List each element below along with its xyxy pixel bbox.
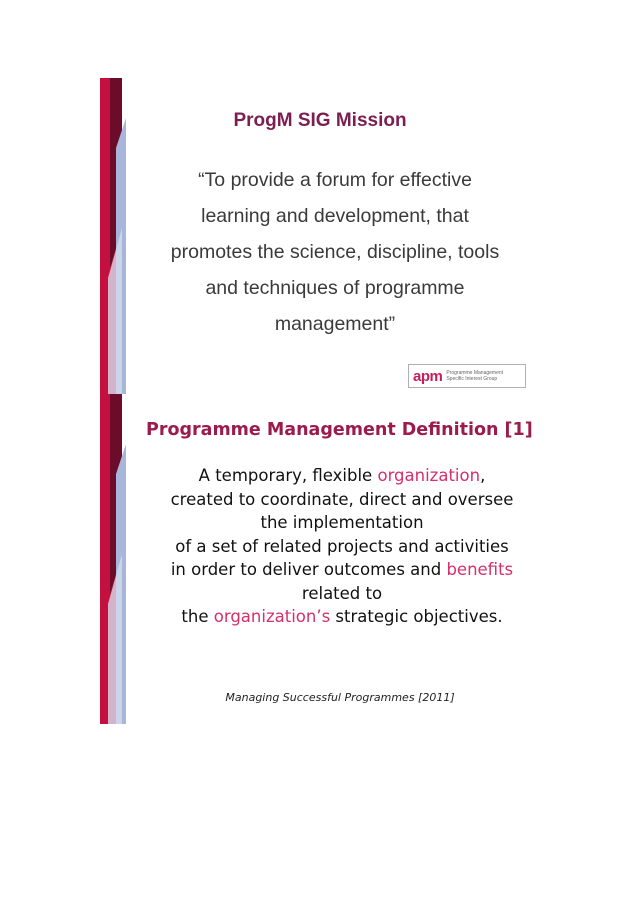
mission-title: ProgM SIG Mission — [233, 110, 407, 131]
highlight-organizations: organization’s — [213, 607, 331, 626]
definition-line: the implementation — [260, 513, 424, 532]
definition-line: related to — [301, 583, 383, 603]
quote-line: learning and development, that — [201, 205, 469, 227]
quote-line: and techniques of programme — [205, 277, 465, 299]
quote-line: promotes the science, discipline, tools — [170, 241, 500, 263]
highlight-benefits: benefits — [446, 560, 514, 579]
definition-text — [132, 464, 552, 629]
highlight-organization: organization — [377, 466, 481, 485]
definition-segment: , — [480, 466, 486, 485]
definition-segment: A temporary, flexible — [198, 466, 378, 485]
definition-segment: the — [181, 607, 214, 626]
definition-slide — [100, 394, 540, 724]
mission-quote — [130, 162, 540, 342]
definition-line — [132, 558, 552, 582]
definition-segment: in order to deliver outcomes and — [170, 560, 447, 579]
mission-slide — [100, 78, 540, 394]
definition-title: Programme Management Definition [1] — [146, 420, 533, 440]
apm-logo-text — [442, 370, 503, 382]
definition-line: of a set of related projects and activities — [175, 536, 509, 556]
apm-logo — [408, 364, 526, 388]
citation: Managing Successful Programmes [2011] — [225, 691, 455, 704]
apm-logo-line: Programme Management — [446, 370, 504, 376]
definition-segment: strategic objectives. — [330, 607, 503, 626]
definition-line — [132, 464, 552, 488]
definition-line — [132, 605, 552, 629]
definition-line: created to coordinate, direct and oversee — [170, 489, 514, 509]
apm-logo-mark: apm — [413, 367, 443, 385]
apm-logo-line: Specific Interest Group — [446, 376, 498, 382]
quote-line: “To provide a forum for effective — [198, 169, 472, 191]
quote-line: management” — [274, 313, 396, 335]
